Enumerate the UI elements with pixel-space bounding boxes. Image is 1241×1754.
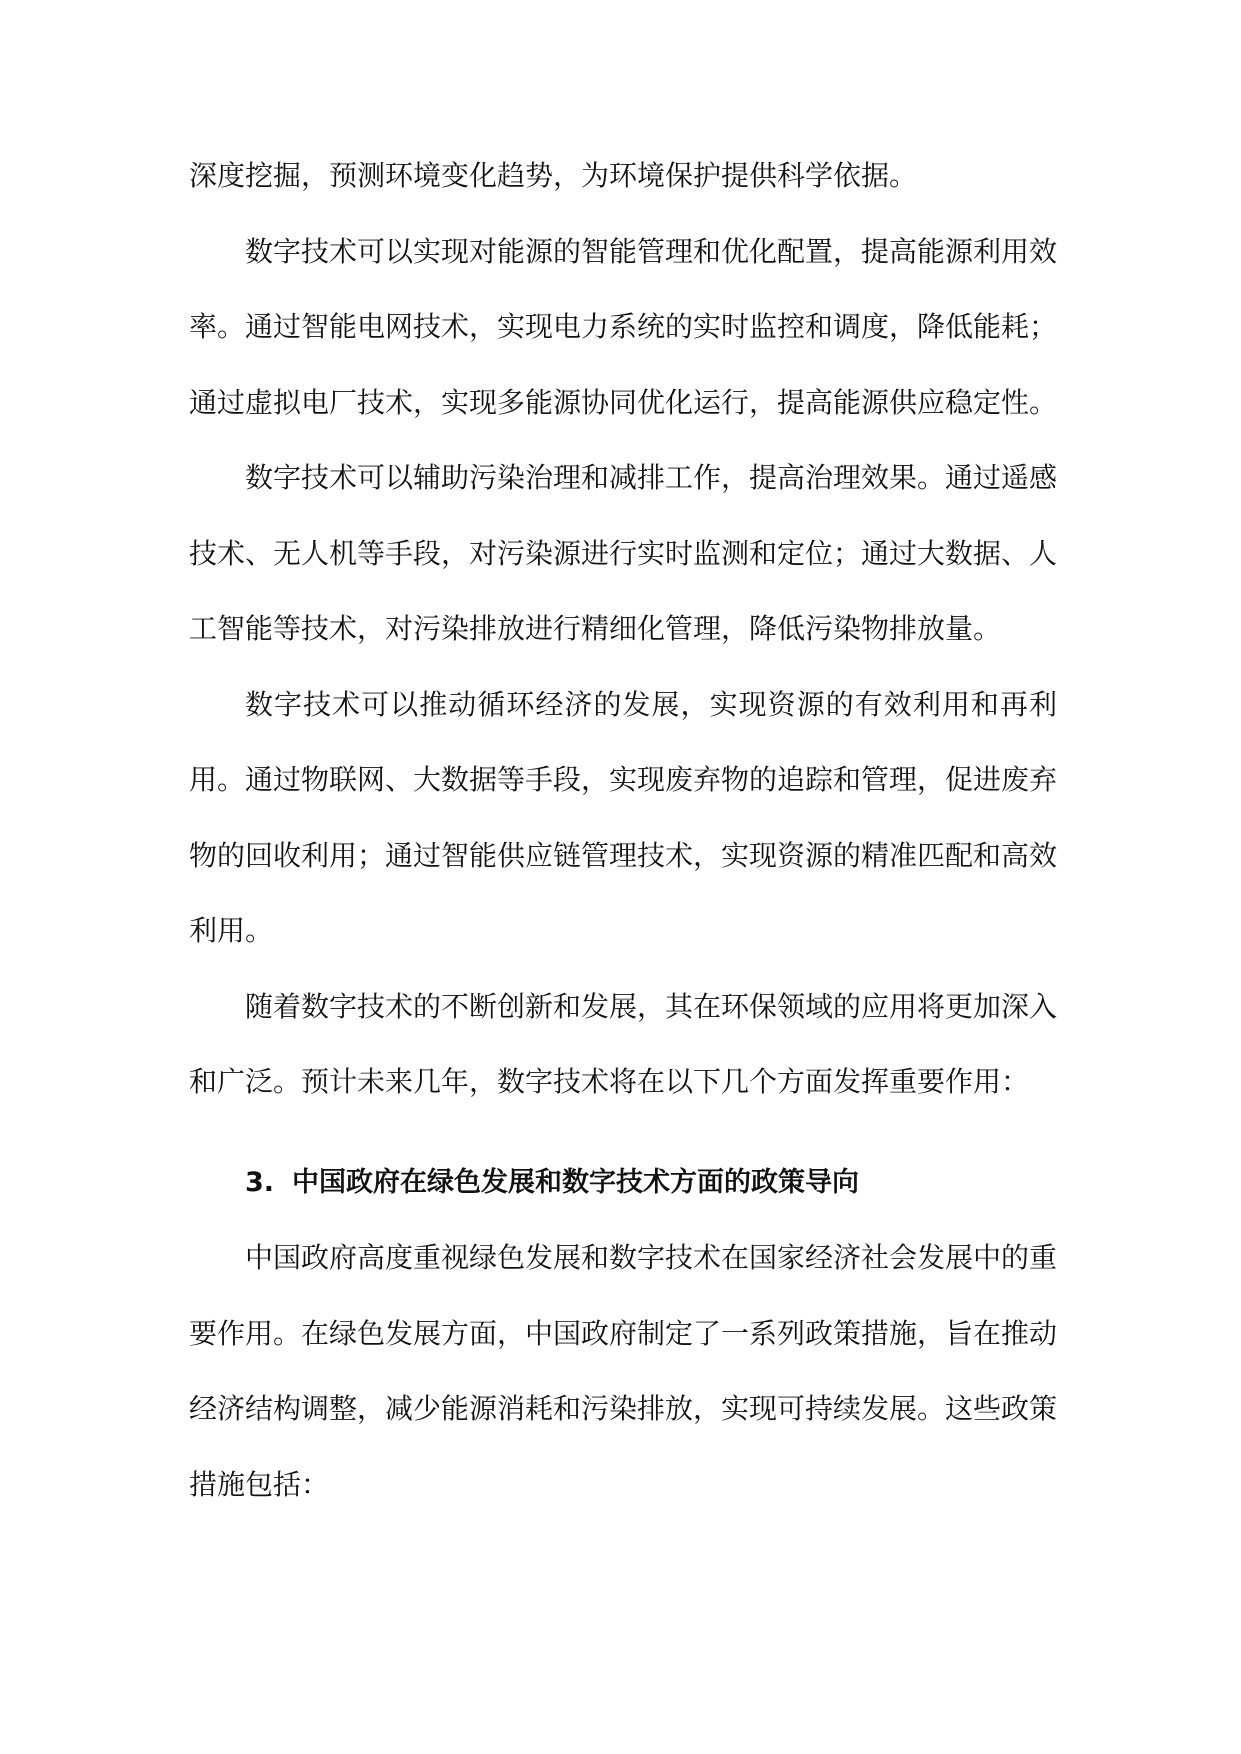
section-heading (189, 1145, 1057, 1221)
paragraph-circular-economy: 数字技术可以推动循环经济的发展，实现资源的有效利用和再利用。通过物联网、大数据等手段，实现废弃物的追踪和管理，促进废弃物的回收利用；通过智能供应链管理技术，实现资源的精准匹配和高效利用。 (189, 687, 1058, 947)
paragraph-government-policy: 中国政府高度重视绿色发展和数字技术在国家经济社会发展中的重要作用。在绿色发展方面，中国政府制定了一系列政策措施，旨在推动经济结构调整，减少能源消耗和污染排放，实现可持续发展。这些政策措施包括： (189, 1241, 1058, 1501)
paragraph-continuation: 深度挖掘，预测环境变化趋势，为环境保护提供科学依据。 (189, 159, 918, 192)
section-number: 3. (245, 1166, 275, 1198)
paragraph-pollution-control: 数字技术可以辅助污染治理和减排工作，提高治理效果。通过遥感技术、无人机等手段，对污染源进行实时监测和定位；通过大数据、人工智能等技术，对污染排放进行精细化管理，降低污染物排放量。 (189, 461, 1058, 645)
paragraph-future-outlook: 随着数字技术的不断创新和发展，其在环保领域的应用将更加深入和广泛。预计未来几年，数字技术将在以下几个方面发挥重要作用： (189, 989, 1058, 1098)
document-body (189, 138, 1057, 1522)
section-title: 中国政府在绿色发展和数字技术方面的政策导向 (292, 1166, 860, 1198)
paragraph-energy-management: 数字技术可以实现对能源的智能管理和优化配置，提高能源利用效率。通过智能电网技术，实现电力系统的实时监控和调度，降低能耗；通过虚拟电厂技术，实现多能源协同优化运行，提高能源供应稳定性。 (189, 234, 1058, 419)
